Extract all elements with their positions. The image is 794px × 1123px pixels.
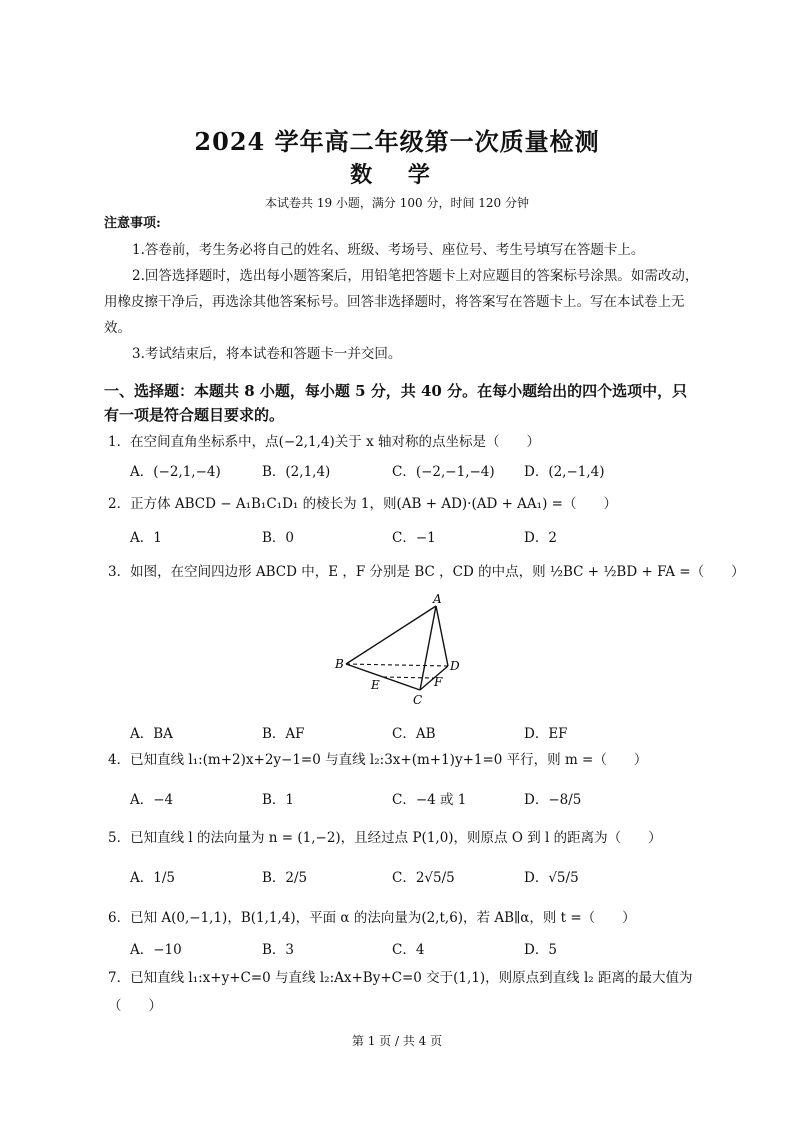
figure-label-f: F [434, 675, 443, 689]
question-1-stem: 1．在空间直角坐标系中，点(−2,1,4)关于 x 轴对称的点坐标是（ ） [108, 434, 540, 450]
question-4-option-a: A．−4 [130, 792, 174, 808]
question-5-option-a: A．1/5 [130, 870, 175, 886]
question-5-option-b: B．2/5 [262, 870, 308, 886]
question-7-stem: 7．已知直线 l₁:x+y+C=0 与直线 l₂:Ax+By+C=0 交于(1,1)，则原点到直线 l₂ 距离的最大值为 [108, 970, 693, 986]
question-1-option-a: A．(−2,1,−4) [130, 464, 221, 480]
question-4-stem: 4．已知直线 l₁:(m+2)x+2y−1=0 与直线 l₂:3x+(m+1)y+1=0 平行，则 m =（ ） [108, 752, 648, 768]
question-4-option-b: B．1 [262, 792, 295, 808]
note-2-cont: 用橡皮擦干净后，再选涂其他答案标号。回答非选择题时，将答案写在答题卡上。写在本试卷上无 [104, 294, 685, 310]
note-1: 1.答卷前，考生务必将自己的姓名、班级、考场号、座位号、考生号填写在答题卡上。 [132, 242, 645, 258]
figure-label-b: B [335, 657, 344, 671]
question-6-option-b: B．3 [262, 942, 295, 958]
exam-title: 2024 学年高二年级第一次质量检测 [194, 127, 600, 156]
question-6-option-a: A．−10 [130, 942, 182, 958]
question-3-option-b: B．AF [262, 726, 305, 742]
question-2-option-c: C．−1 [392, 530, 436, 546]
question-3-stem: 3．如图，在空间四边形 ABCD 中，E ，F 分别是 BC ，CD 的中点，则 ½BC + ½BD + FA =（ ） [108, 564, 745, 580]
question-7-stem-cont: （ ） [108, 998, 162, 1014]
question-5-option-d: D．√5/5 [524, 870, 579, 886]
note-2: 2.回答选择题时，选出每小题答案后，用铅笔把答题卡上对应题目的答案标号涂黑。如需改动， [132, 268, 699, 284]
exam-info: 本试卷共 19 小题，满分 100 分，时间 120 分钟 [265, 196, 529, 210]
question-6-option-c: C．4 [392, 942, 425, 958]
question-6-stem: 6．已知 A(0,−1,1)，B(1,1,4)，平面 α 的法向量为(2,t,6)，若 AB∥α，则 t =（ ） [108, 910, 636, 926]
figure-label-d: D [450, 659, 460, 673]
section-heading-cont: 有一项是符合题目要求的。 [104, 406, 285, 424]
question-2-option-a: A．1 [130, 530, 162, 546]
question-3-option-d: D．EF [524, 726, 568, 742]
tetrahedron-figure [330, 592, 470, 708]
question-3-option-c: C．AB [392, 726, 436, 742]
page-footer: 第 1 页 / 共 4 页 [351, 1034, 443, 1048]
question-1-option-c: C．(−2,−1,−4) [392, 464, 495, 480]
note-3: 3.考试结束后，将本试卷和答题卡一并交回。 [132, 346, 402, 362]
question-5-option-c: C．2√5/5 [392, 870, 455, 886]
subject-title: 数 学 [350, 162, 444, 188]
question-1-option-b: B．(2,1,4) [262, 464, 331, 480]
question-2-option-b: B．0 [262, 530, 295, 546]
question-4-option-d: D．−8/5 [524, 792, 582, 808]
question-3-option-a: A．BA [130, 726, 173, 742]
question-2-option-d: D．2 [524, 530, 557, 546]
figure-label-c: C [413, 693, 423, 707]
question-5-stem: 5．已知直线 l 的法向量为 n = (1,−2)，且经过点 P(1,0)，则原点 O 到 l 的距离为（ ） [108, 830, 662, 846]
figure-label-e: E [371, 678, 380, 692]
note-2-end: 效。 [104, 320, 131, 336]
question-2-stem: 2．正方体 ABCD − A₁B₁C₁D₁ 的棱长为 1，则(AB + AD)·(AD + AA₁) =（ ） [108, 496, 617, 512]
question-6-option-d: D．5 [524, 942, 557, 958]
question-1-option-d: D．(2,−1,4) [524, 464, 605, 480]
question-4-option-c: C．−4 或 1 [392, 792, 467, 808]
notes-heading: 注意事项: [104, 216, 161, 231]
figure-label-a: A [433, 592, 442, 606]
section-heading: 一、选择题：本题共 8 小题，每小题 5 分，共 40 分。在每小题给出的四个选项中，只 [104, 382, 688, 400]
